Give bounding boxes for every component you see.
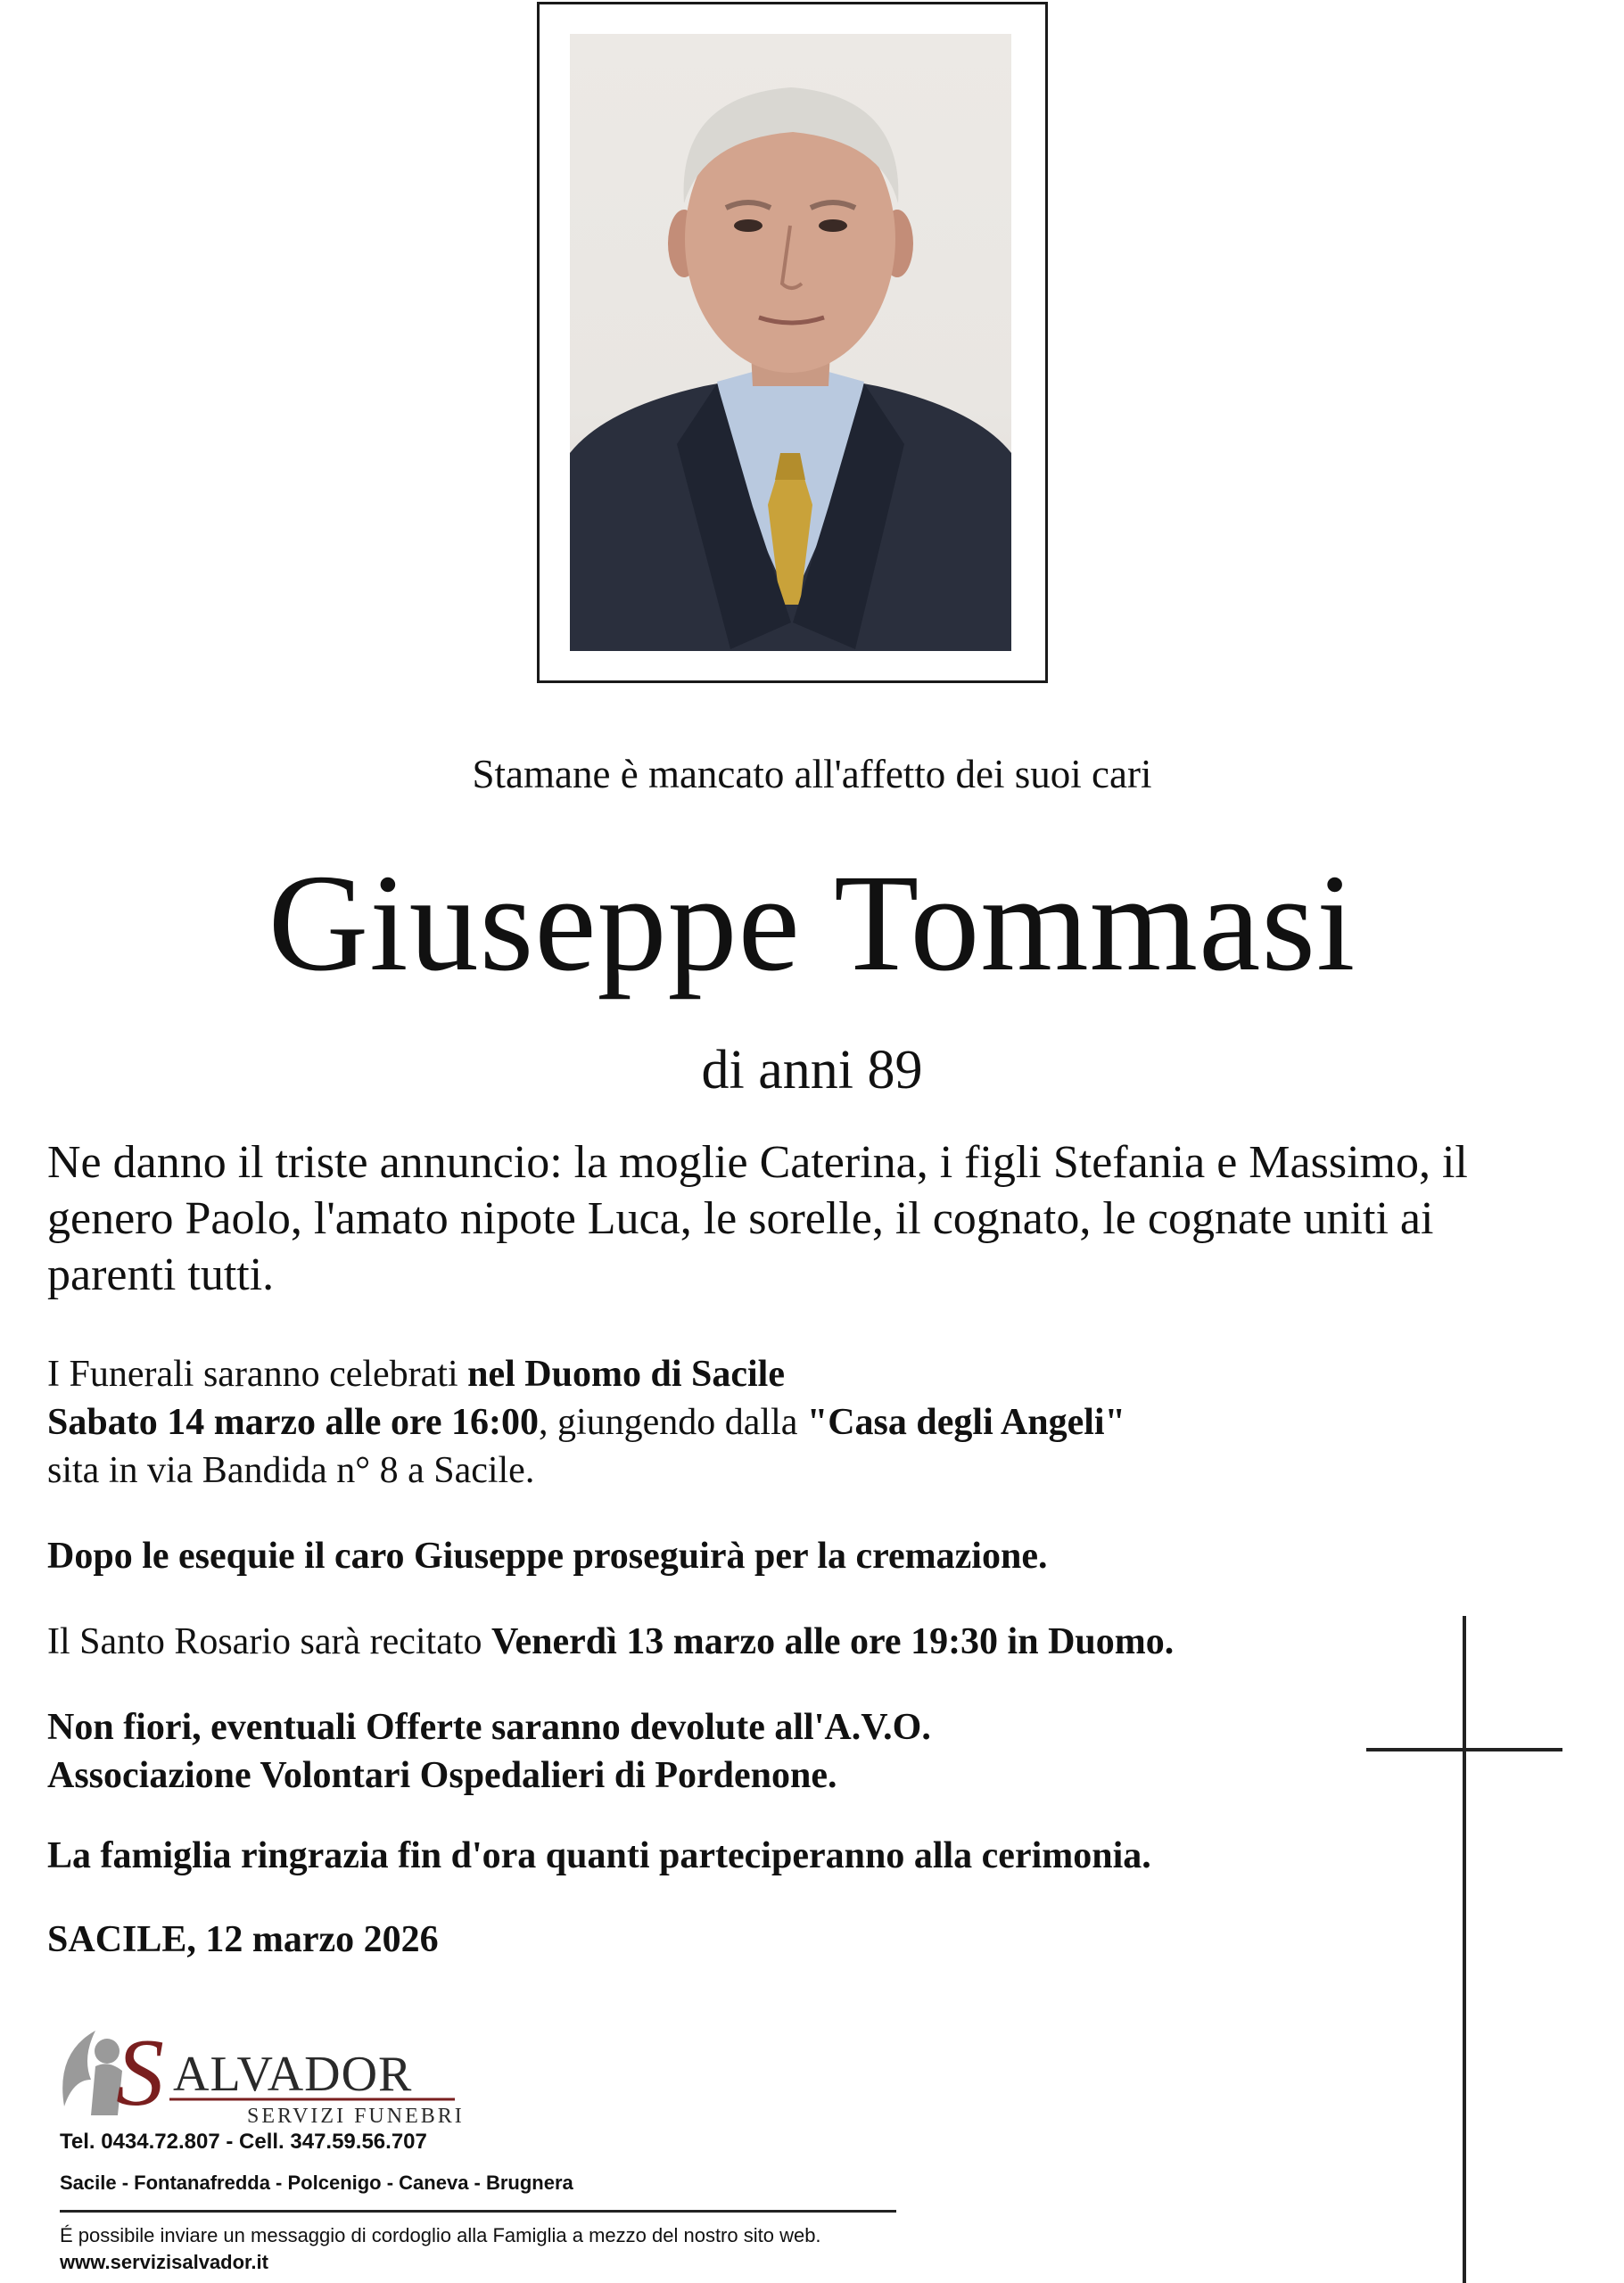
cremation-text: Dopo le esequie il caro Giuseppe proseguirà per la cremazione. bbox=[47, 1536, 1048, 1577]
footer-divider bbox=[60, 2210, 896, 2213]
announcement-text: Ne danno il triste annuncio: la moglie Caterina, i figli Stefania e Massimo, il genero Paolo, l'amato nipote Luca, le sorelle, il cognato, le cognate uniti ai parenti tutti. bbox=[47, 1137, 1468, 1300]
cross-horizontal-bar bbox=[1366, 1748, 1562, 1751]
offerings-line-1: Non fiori, eventuali Offerte saranno devolute all'A.V.O. bbox=[47, 1707, 931, 1748]
funeral-address: sita in via Bandida n° 8 a Sacile. bbox=[47, 1450, 535, 1491]
cremation-note bbox=[47, 1532, 1331, 1580]
thanks-text: La famiglia ringrazia fin d'ora quanti parteciperanno alla cerimonia. bbox=[47, 1835, 1151, 1876]
thanks-note bbox=[47, 1832, 1331, 1880]
rosary-info bbox=[47, 1618, 1331, 1666]
funeral-intro: I Funerali saranno celebrati bbox=[47, 1354, 468, 1395]
funeral-info bbox=[47, 1350, 1331, 1495]
cross-vertical-bar bbox=[1463, 1616, 1466, 2283]
company-towns: Sacile - Fontanafredda - Polcenigo - Caneva - Brugnera bbox=[60, 2172, 573, 2194]
place-date bbox=[47, 1916, 1331, 1964]
offerings-line-2: Associazione Volontari Ospedalieri di Pordenone. bbox=[47, 1755, 837, 1796]
condolence-note: É possibile inviare un messaggio di cordoglio alla Famiglia a mezzo del nostro sito web. bbox=[60, 2224, 821, 2246]
funeral-datetime: Sabato 14 marzo alle ore 16:00 bbox=[47, 1402, 539, 1443]
portrait-frame bbox=[537, 2, 1048, 683]
place-date-text: SACILE, 12 marzo 2026 bbox=[47, 1919, 439, 1960]
intro-text: Stamane è mancato all'affetto dei suoi cari bbox=[472, 752, 1152, 796]
deceased-age: di anni 89 bbox=[701, 1040, 923, 1100]
rosary-intro: Il Santo Rosario sarà recitato bbox=[47, 1621, 492, 1662]
svg-text:S: S bbox=[116, 2020, 164, 2126]
salvador-logo bbox=[55, 2017, 466, 2133]
logo-subtitle: SERVIZI FUNEBRI bbox=[247, 2105, 465, 2128]
funeral-connector: , giungendo dalla bbox=[538, 1402, 807, 1443]
portrait-photo bbox=[570, 34, 1011, 651]
company-website[interactable]: www.servizisalvador.it bbox=[60, 2251, 268, 2273]
rosary-when: Venerdì 13 marzo alle ore 19:30 in Duomo. bbox=[491, 1621, 1175, 1662]
funeral-place: nel Duomo di Sacile bbox=[467, 1354, 785, 1395]
company-phones: Tel. 0434.72.807 - Cell. 347.59.56.707 bbox=[60, 2130, 427, 2154]
svg-text:ALVADOR: ALVADOR bbox=[173, 2047, 413, 2102]
offerings-info bbox=[47, 1703, 1331, 1800]
funeral-home: "Casa degli Angeli" bbox=[806, 1402, 1125, 1443]
deceased-name: Giuseppe Tommasi bbox=[268, 845, 1356, 1000]
